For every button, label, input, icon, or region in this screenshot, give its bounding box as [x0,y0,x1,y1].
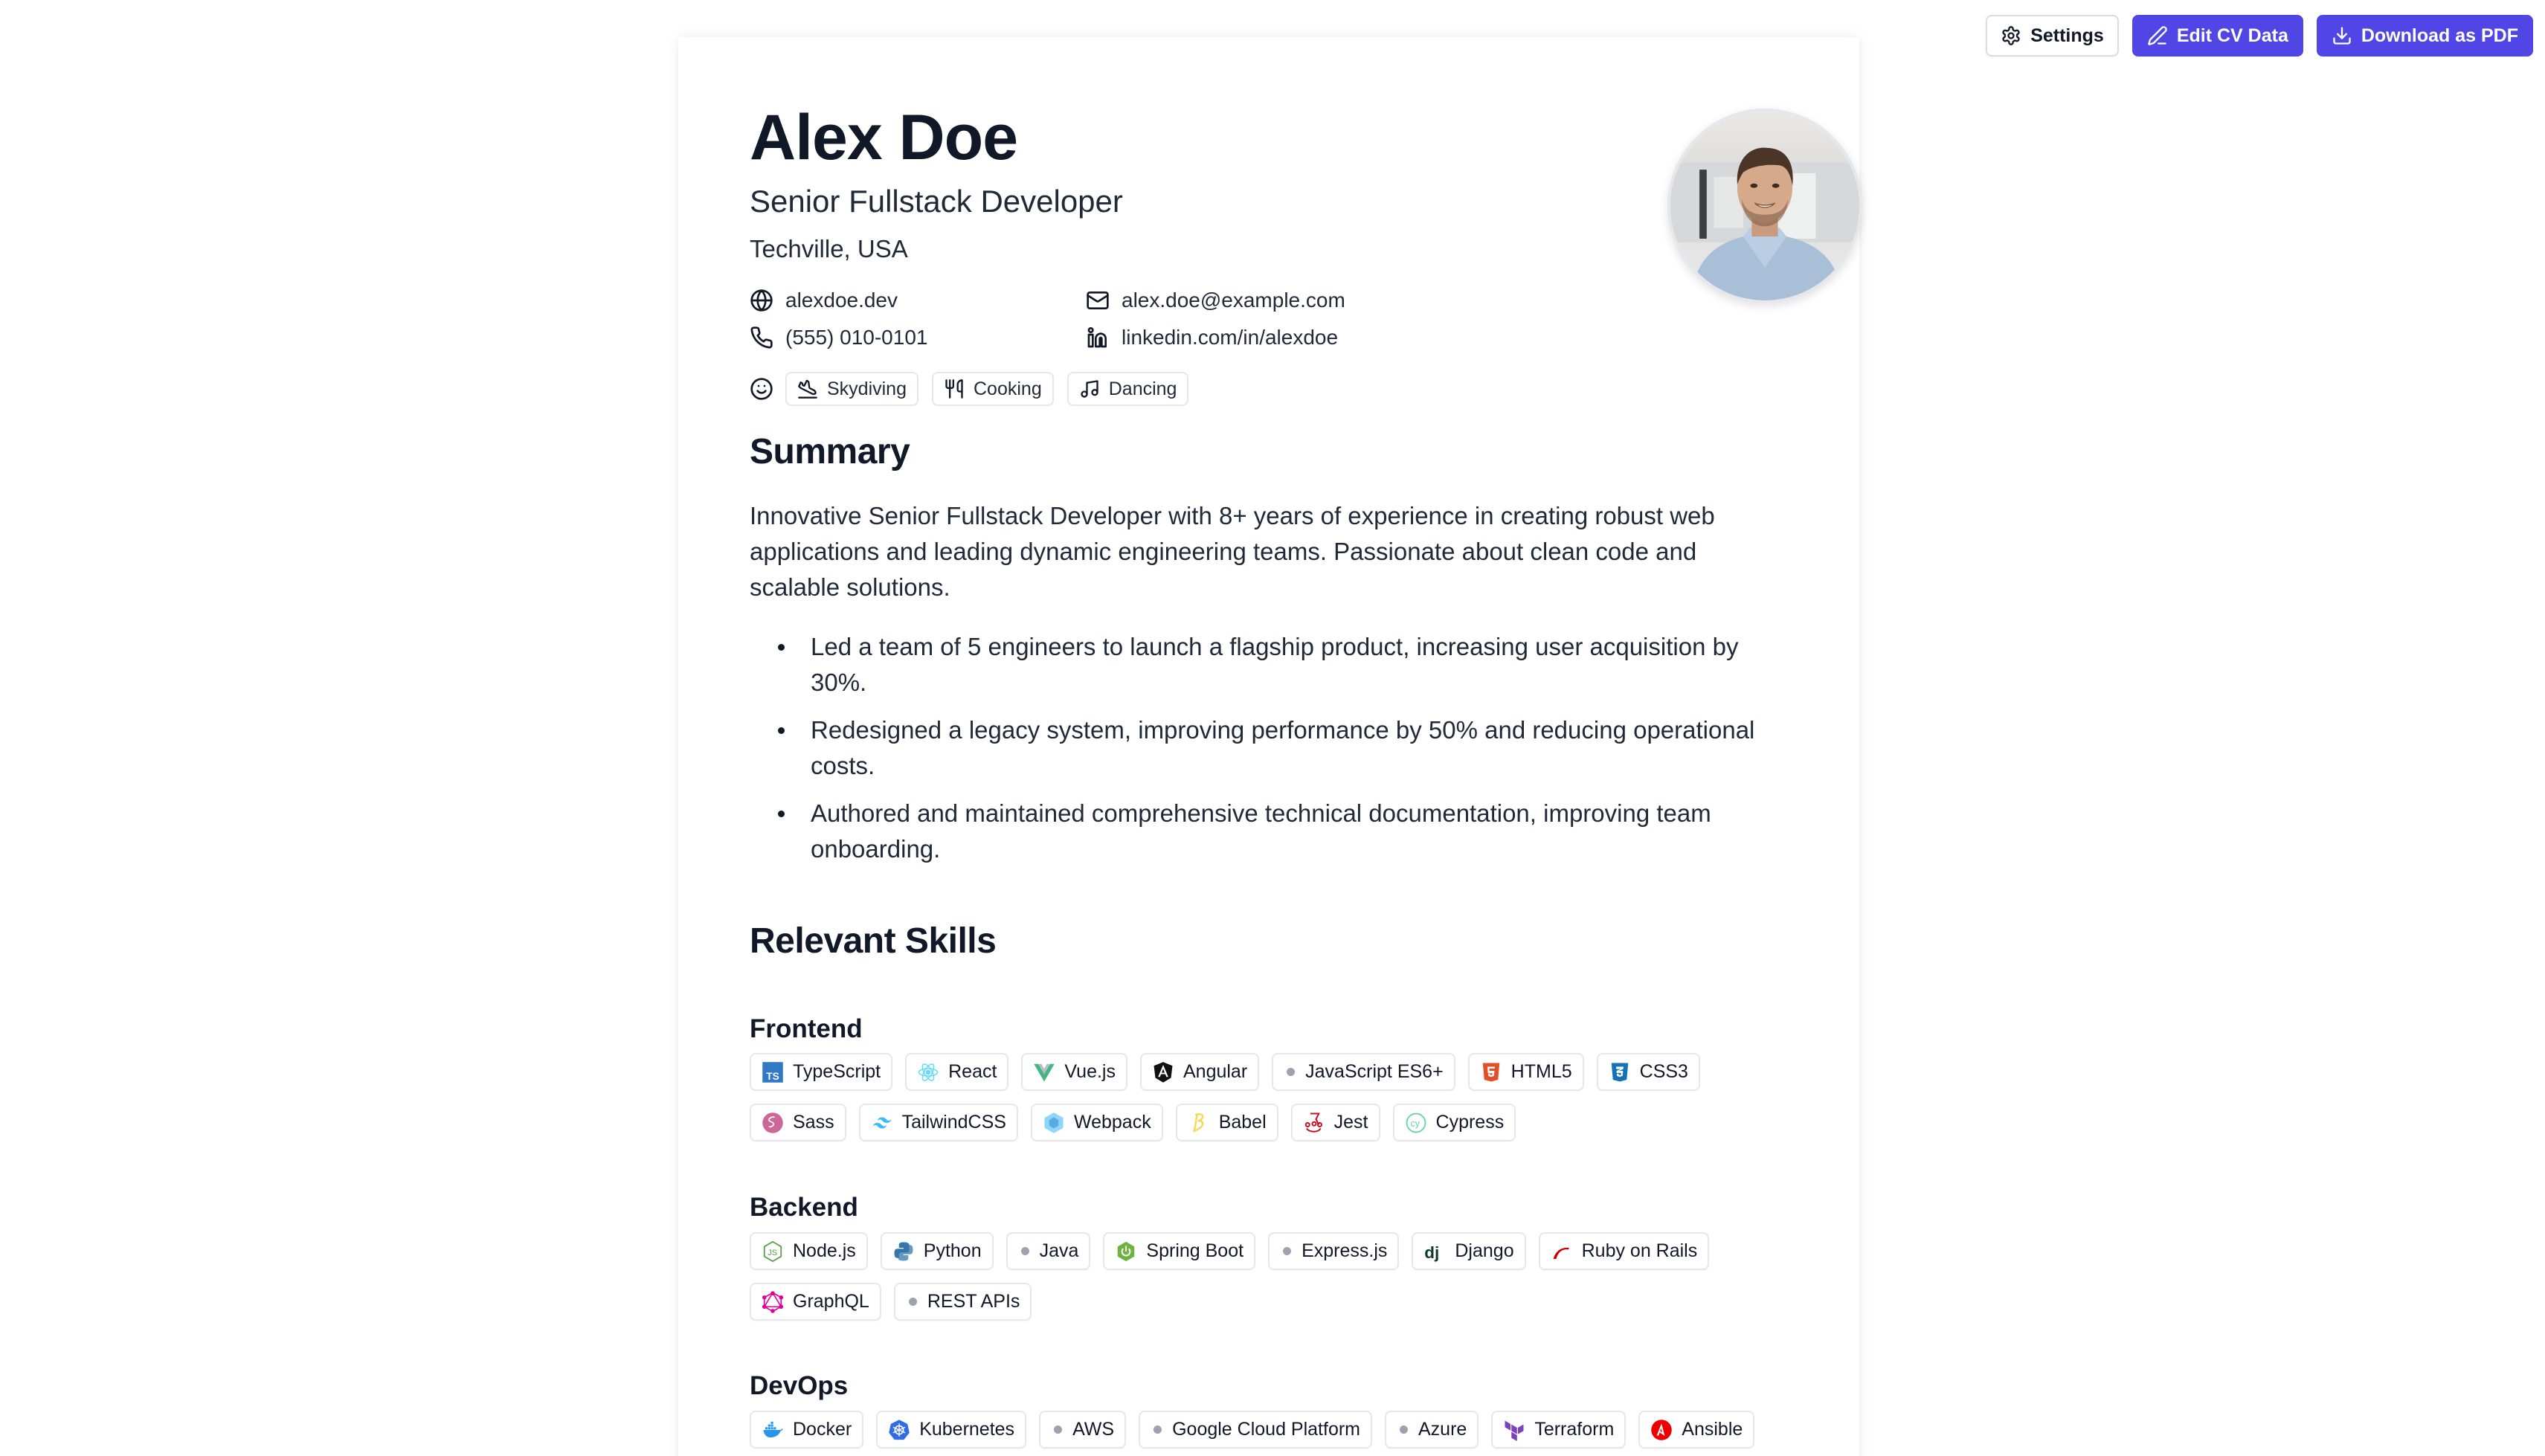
react-icon [917,1061,939,1083]
skill-icon-wrap [871,1112,893,1134]
bullet-dot-icon [1287,1068,1295,1076]
skill-label: TailwindCSS [901,1112,1006,1133]
skill-label: Ansible [1682,1419,1743,1440]
skill-chip [1139,1411,1372,1449]
skill-icon-wrap [1503,1419,1525,1441]
skill-icon-wrap [1609,1061,1631,1083]
bullet-dot-icon [1283,1247,1291,1255]
skill-label: Django [1455,1240,1514,1261]
django-icon [1423,1240,1446,1263]
pencil-icon [2147,25,2168,46]
plane-landing-icon [797,379,818,399]
skill-icon-wrap [1650,1419,1673,1441]
skill-group-backend-heading: Backend [750,1193,858,1222]
download-pdf-label: Download as PDF [2361,25,2518,46]
bullet-dot-icon [1021,1247,1029,1255]
skill-chip [881,1232,994,1270]
docker-icon [762,1419,784,1441]
skill-label: Terraform [1534,1419,1615,1440]
skill-label: Kubernetes [919,1419,1015,1440]
ansible-icon [1650,1419,1673,1441]
download-icon [2332,25,2352,46]
skill-icon-wrap [762,1240,784,1263]
skill-icon-wrap [892,1240,915,1263]
skill-chip [1385,1411,1479,1449]
skill-chip [750,1411,863,1449]
svg-text:cy: cy [1410,1118,1420,1129]
skill-icon-wrap [888,1419,910,1441]
skill-label: Angular [1183,1061,1248,1082]
skill-label: JavaScript ES6+ [1305,1061,1444,1082]
candidate-name: Alex Doe [750,102,1018,173]
hobbies [750,372,1188,406]
babel-icon [1188,1112,1210,1134]
skill-group-devops [750,1411,1791,1449]
contact-email[interactable] [1086,287,1383,314]
skill-label: Express.js [1302,1240,1388,1261]
jest-icon [1303,1112,1325,1134]
profile-photo [1670,112,1859,300]
graphql-icon [762,1291,784,1313]
skill-chip [750,1232,868,1270]
skill-label: Webpack [1073,1112,1151,1133]
music-icon [1079,379,1100,399]
skill-label: Java [1039,1240,1079,1261]
skill-chip [1597,1053,1700,1091]
email-text: alex.doe@example.com [1122,289,1345,312]
skill-icon-wrap [917,1061,939,1083]
html5-icon [1480,1061,1502,1083]
svg-text:TS: TS [766,1070,779,1082]
settings-button[interactable] [1986,15,2119,57]
spring-boot-icon [1115,1240,1137,1263]
skill-chip [1468,1053,1584,1091]
skill-chip [750,1053,892,1091]
hobby-label: Cooking [974,378,1042,399]
vue-icon [1033,1061,1055,1083]
skill-group-devops-heading: DevOps [750,1371,849,1400]
skill-group-backend [750,1232,1791,1321]
achievement-item: Led a team of 5 engineers to launch a flagship product, increasing user acquisition by 30%. [750,629,1791,700]
skill-chip [750,1283,881,1321]
bullet-dot-icon [1400,1426,1408,1434]
edit-cv-label: Edit CV Data [2176,25,2288,46]
hobby-label: Skydiving [827,378,907,399]
skill-chip [1140,1053,1259,1091]
edit-cv-button[interactable] [2132,15,2303,57]
cv-page [678,37,1859,1456]
phone-text: (555) 010-0101 [785,326,928,349]
skill-label: Babel [1218,1112,1267,1133]
location: Techville, USA [750,235,908,262]
top-toolbar [1986,15,2533,57]
skill-icon-wrap [1405,1112,1427,1134]
linkedin-text: linkedin.com/in/alexdoe [1122,326,1339,349]
skill-icon-wrap [1303,1112,1325,1134]
svg-text:dj: dj [1424,1243,1440,1262]
skill-label: React [948,1061,997,1082]
bullet-dot-icon [909,1298,917,1306]
skill-icon-wrap [762,1061,784,1083]
contact-phone[interactable] [750,324,1086,351]
mail-icon [1086,289,1110,312]
skill-label: Sass [793,1112,834,1133]
skill-icon-wrap [1043,1112,1065,1134]
skill-chip [1539,1232,1710,1270]
skill-chip [894,1283,1032,1321]
skill-chip [1393,1104,1516,1141]
skill-label: Vue.js [1064,1061,1116,1082]
angular-icon [1152,1061,1174,1083]
hobby-label: Dancing [1108,378,1177,399]
skill-icon-wrap [1551,1240,1573,1263]
skills-heading: Relevant Skills [750,921,997,961]
skill-icon-wrap [1423,1240,1446,1263]
job-title: Senior Fullstack Developer [750,184,1123,219]
svg-text:JS: JS [768,1248,778,1257]
summary-achievements [750,629,1791,879]
skill-group-frontend-heading: Frontend [750,1014,863,1043]
skill-chip [1006,1232,1091,1270]
hobby-cooking [932,372,1054,406]
gear-icon [2001,25,2021,46]
skill-label: GraphQL [793,1291,869,1312]
hobby-skydiving [785,372,918,406]
skill-chip [1638,1411,1754,1449]
contact-linkedin[interactable] [1086,324,1383,351]
rails-icon [1551,1240,1573,1263]
skill-label: REST APIs [927,1291,1020,1312]
webpack-icon [1043,1112,1065,1134]
contact-website[interactable] [750,287,1086,314]
skill-label: Jest [1333,1112,1368,1133]
skill-icon-wrap [1480,1061,1502,1083]
nodejs-icon [762,1240,784,1263]
bullet-dot-icon [1054,1426,1062,1434]
terraform-icon [1503,1419,1525,1441]
typescript-icon [762,1061,784,1083]
skill-icon-wrap [1115,1240,1137,1263]
bullet-dot-icon [1154,1426,1162,1434]
skill-label: Python [923,1240,982,1261]
linkedin-icon [1086,326,1110,349]
skill-icon-wrap [762,1291,784,1313]
skill-label: Azure [1418,1419,1467,1440]
python-icon [892,1240,915,1263]
avatar [1667,109,1862,303]
hobby-dancing [1067,372,1189,406]
settings-label: Settings [2030,25,2104,46]
skill-chip [859,1104,1018,1141]
kubernetes-icon [888,1419,910,1441]
skill-chip [1021,1053,1127,1091]
skill-label: Node.js [793,1240,856,1261]
skill-label: Spring Boot [1146,1240,1244,1261]
skill-chip [1039,1411,1126,1449]
sass-icon [762,1112,784,1134]
skill-label: Docker [793,1419,852,1440]
skill-icon-wrap [1152,1061,1174,1083]
cypress-icon [1405,1112,1427,1134]
skill-chip [1412,1232,1525,1270]
css3-icon [1609,1061,1631,1083]
skill-chip [1491,1411,1626,1449]
smile-icon [750,377,773,401]
summary-text: Innovative Senior Fullstack Developer with 8+ years of experience in creating robust web applications and leading dynamic engineering teams. Passionate about clean code and scalable solutions. [750,502,1715,601]
skill-chip [750,1104,846,1141]
skill-chip [1291,1104,1380,1141]
skill-label: Ruby on Rails [1581,1240,1698,1261]
download-pdf-button[interactable] [2317,15,2533,57]
skill-chip [1031,1104,1163,1141]
summary-heading: Summary [750,432,910,471]
skill-chip [1176,1104,1278,1141]
skill-icon-wrap [762,1419,784,1441]
skill-label: CSS3 [1639,1061,1688,1082]
phone-icon [750,326,773,349]
skill-label: AWS [1072,1419,1115,1440]
skill-label: Cypress [1435,1112,1505,1133]
skill-group-frontend [750,1053,1791,1141]
tailwind-icon [871,1112,893,1134]
skill-chip [876,1411,1026,1449]
globe-icon [750,289,773,312]
skill-icon-wrap [762,1112,784,1134]
utensils-icon [944,379,965,399]
skill-chip [905,1053,1008,1091]
skill-icon-wrap [1188,1112,1210,1134]
skill-label: TypeScript [793,1061,881,1082]
contact-info [750,287,1383,351]
skill-chip [1272,1053,1455,1091]
website-text: alexdoe.dev [785,289,898,312]
skill-chip [1268,1232,1399,1270]
skill-label: Google Cloud Platform [1172,1419,1360,1440]
achievement-item: Redesigned a legacy system, improving performance by 50% and reducing operational costs. [750,712,1791,784]
skill-label: HTML5 [1510,1061,1572,1082]
skill-chip [1103,1232,1255,1270]
skill-icon-wrap [1033,1061,1055,1083]
achievement-item: Authored and maintained comprehensive technical documentation, improving team onboarding. [750,796,1791,867]
